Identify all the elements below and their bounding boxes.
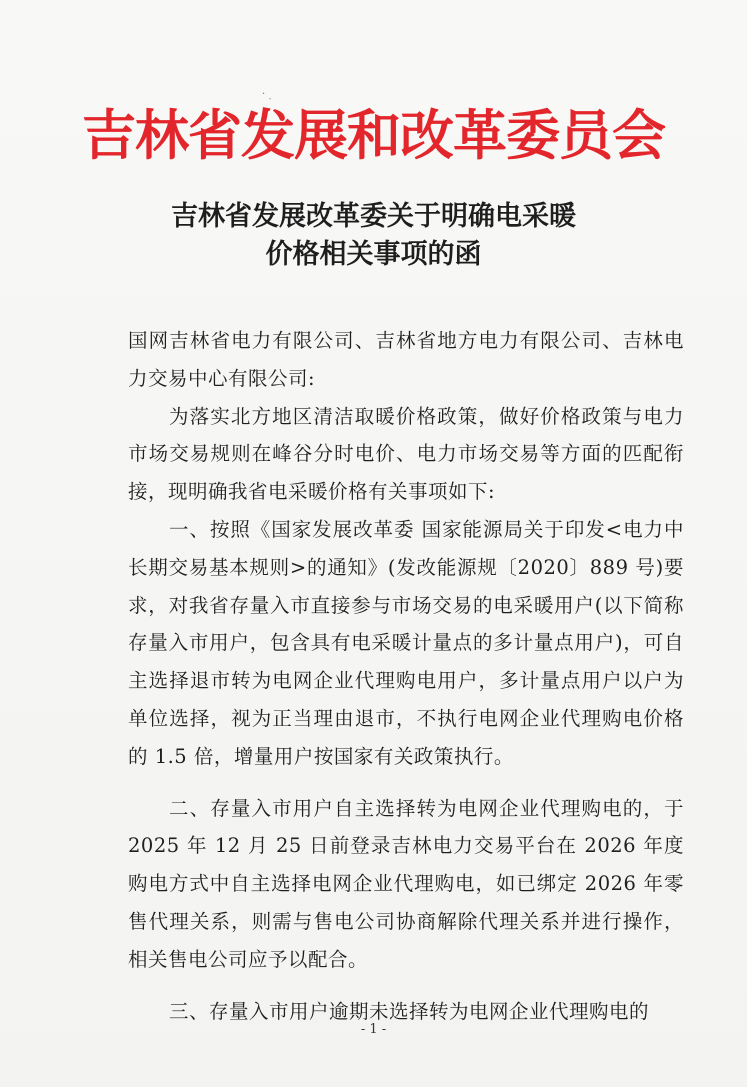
item-2-paragraph: 二、存量入市用户自主选择转为电网企业代理购电的，于 2025 年 12 月 25 日前登录吉林电力交易平台在 2026 年度购电方式中自主选择电网企业代理购电，如已绑定 2026 年零售代理关系，则需与售电公司协商解除代理关系并进行操作，相关售电公司应予以配合。 [128, 796, 684, 971]
scan-mark: · ˎ [262, 89, 272, 100]
document-title-line-2: 价格相关事项的函 [265, 239, 482, 270]
item-3-paragraph: 三、存量入市用户逾期未选择转为电网企业代理购电的 [168, 999, 649, 1023]
letterhead: 吉林省发展和改革委员会 [82, 103, 665, 167]
document-body [128, 322, 684, 1030]
page-number: - 1 - [360, 1022, 387, 1037]
document-title-line-1: 吉林省发展改革委关于明确电采暖 [171, 201, 576, 232]
addressee: 国网吉林省电力有限公司、吉林省地方电力有限公司、吉林电力交易中心有限公司: [128, 329, 684, 390]
document-title [0, 198, 747, 274]
intro-paragraph: 为落实北方地区清洁取暖价格政策，做好价格政策与电力市场交易规则在峰谷分时电价、电力市场交易等方面的匹配衔接，现明确我省电采暖价格有关事项如下: [128, 404, 684, 504]
item-1-paragraph: 一、按照《国家发展改革委 国家能源局关于印发<电力中长期交易基本规则>的通知》(发改能源规〔2020〕889 号)要求，对我省存量入市直接参与市场交易的电采暖用户(以下简称存量入市用户，包含具有电采暖计量点的多计量点用户)，可自主选择退市转为电网企业代理购电用户，多计量点用户以户为单位选择，视为正当理由退市，不执行电网企业代理购电价格的 1.5 倍，增量用户按国家有关政策执行。 [128, 517, 684, 768]
